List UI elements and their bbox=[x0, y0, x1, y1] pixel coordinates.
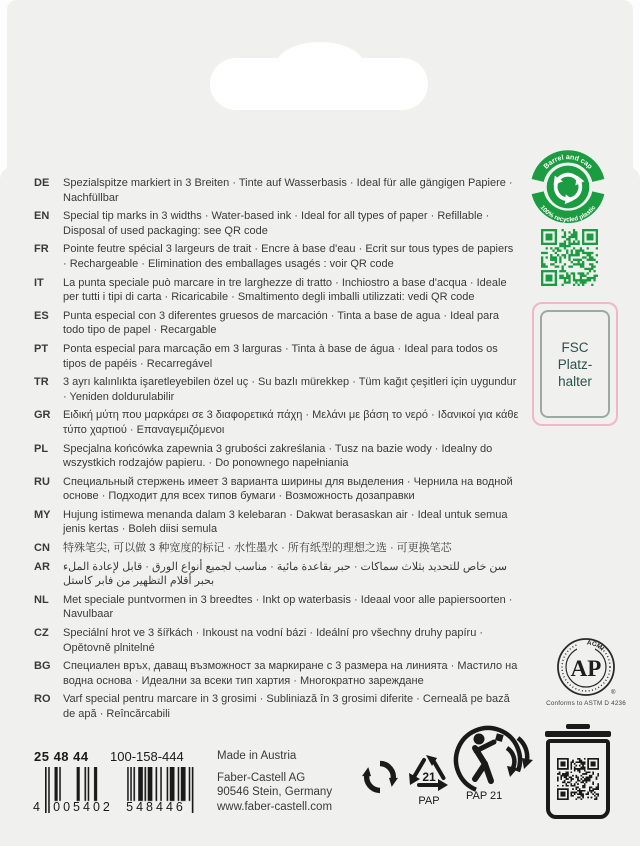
language-code: IT bbox=[34, 276, 44, 289]
language-text: سن خاص للتحديد بثلاث سماكات · حبر بقاعدة مائية · مناسب لجميع أنواع الورق · قابل لإعادة الملء بحبر أقلام التظهير من فابر كاستل bbox=[63, 560, 508, 588]
fsc-placeholder-inner bbox=[540, 310, 610, 418]
language-text: Spezialspitze markiert in 3 Breiten · Tinte auf Wasserbasis · Ideal für alle gängigen Papiere · Nachfüllbar bbox=[63, 177, 513, 204]
mobius-loop-icon bbox=[407, 752, 451, 792]
language-code: NL bbox=[34, 593, 49, 606]
language-code: DE bbox=[34, 177, 50, 189]
language-text: Special tip marks in 3 widths · Water-based ink · Ideal for all types of paper · Refillable · Disposal of used packaging: see QR code bbox=[63, 210, 490, 237]
language-code: BG bbox=[34, 660, 51, 673]
tidyman-pap21 bbox=[450, 722, 536, 812]
language-text: 3 ayrı kalınlıkta işaretleyebilen özel uç · Su bazlı mürekkep · Tüm kağıt çeşitleri için uygundur · Yeniden doldurulabilir bbox=[63, 376, 517, 403]
language-entry bbox=[34, 560, 526, 589]
language-text: Punta especial con 3 diferentes gruesos de marcación · Tinta a base de agua · Ideal para todo tipo de papel · Recargable bbox=[63, 309, 499, 337]
fsc-placeholder bbox=[532, 302, 618, 426]
language-code: RU bbox=[34, 475, 50, 488]
language-entry bbox=[34, 309, 526, 338]
language-text: Специальный стержень имеет 3 варианта ширины для выделения · Чернила на водной основе · Подходит для всех типов бумаги · Возможность дозаправки bbox=[63, 475, 513, 503]
language-entry bbox=[34, 593, 526, 622]
language-code: PL bbox=[34, 442, 49, 455]
ean-digit-first: 4 bbox=[33, 800, 40, 814]
language-text: Specjalna końcówka zapewnia 3 grubości zakreślania · Tusz na bazie wody · Idealny do wszystkich rodzajów papieru. · Do ponownego napełniania bbox=[63, 442, 493, 470]
language-text: 特殊笔尖, 可以做 3 种宽度的标记 · 水性墨水 · 所有纸型的理想之选 · 可更换笔芯 bbox=[63, 542, 452, 555]
language-entry bbox=[34, 541, 526, 556]
language-code: TR bbox=[34, 376, 49, 389]
made-in: Made in Austria bbox=[217, 750, 297, 762]
language-entry bbox=[34, 242, 526, 271]
fsc-line: halter bbox=[558, 373, 592, 389]
ap-org-text: ACMI bbox=[586, 639, 606, 653]
ean-barcode bbox=[33, 767, 199, 817]
article-number: 25 48 44 bbox=[34, 749, 89, 764]
recycled-plastic-badge-icon bbox=[527, 146, 609, 228]
ap-letters: AP bbox=[570, 656, 602, 681]
language-entry bbox=[34, 475, 526, 504]
trash-qr-icon bbox=[543, 724, 613, 820]
language-code: RO bbox=[34, 693, 51, 706]
badge-arc-bottom-text: 100% recycled plastic bbox=[538, 204, 598, 224]
ap-caption: Conforms to ASTM D 4236 bbox=[546, 700, 626, 707]
language-entry bbox=[34, 375, 526, 404]
language-code: ES bbox=[34, 309, 49, 322]
language-text: Met speciale puntvormen in 3 breedtes · Inkt op waterbasis · Ideaal voor alle papiersoorten · Navulbaar bbox=[63, 593, 513, 621]
language-code: AR bbox=[34, 560, 50, 573]
tidyman-label: PAP 21 bbox=[466, 790, 503, 802]
language-text: Ειδική μύτη που μαρκάρει σε 3 διαφορετικά πάχη · Μελάνι με βάση το νερό · Ιδανικοί για κάθε τύπο χαρτιού · Επαναγεμιζόμενοι bbox=[63, 409, 519, 436]
company-name: Faber-Castell AG bbox=[217, 771, 306, 784]
language-text: Varf special pentru marcare in 3 grosimi · Subliniază în 3 grosimi diferite · Cerneală pe bază de apă · Reîncărcabili bbox=[63, 693, 510, 720]
product-code: 100-158-444 bbox=[110, 749, 184, 764]
language-list bbox=[34, 176, 526, 726]
language-code: EN bbox=[34, 210, 50, 223]
language-text: Pointe feutre spécial 3 largeurs de trait · Encre à base d'eau · Ecrit sur tous types de papiers · Rechargeable · Elimination des emballages usagés : voir QR code bbox=[63, 243, 514, 270]
trash-handle bbox=[566, 724, 590, 729]
language-text: Ponta especial para marcação em 3 larguras · Tinta à base de água · Ideal para todos os tipos de papéis · Recarregável bbox=[63, 342, 498, 370]
qr-code-green bbox=[541, 229, 598, 286]
mobius-material-label: PAP bbox=[418, 795, 440, 807]
language-entry bbox=[34, 276, 526, 305]
badge-arc-top-text: Barrel and cap bbox=[542, 154, 594, 171]
language-entry bbox=[34, 442, 526, 471]
qr-code-black bbox=[557, 758, 599, 800]
language-entry bbox=[34, 508, 526, 537]
hang-tab bbox=[210, 58, 428, 110]
language-code: PT bbox=[34, 342, 49, 355]
language-text: Специален връх, даващ възможност за маркиране с 3 размера на линията · Мастило на водна основа · Идеални за всеки тип хартия · Многократно зареждане bbox=[63, 660, 518, 687]
language-entry bbox=[34, 342, 526, 371]
language-code: MY bbox=[34, 508, 51, 521]
language-text: Hujung istimewa menanda dalam 3 kelebaran · Dakwat berasaskan air · Ideal untuk semua jenis kertas · Boleh diisi semula bbox=[63, 508, 508, 536]
ap-registered-mark: ® bbox=[611, 690, 616, 696]
svg-text:ACMI bbox=[586, 639, 605, 652]
language-entry bbox=[34, 626, 526, 655]
language-entry bbox=[34, 659, 526, 688]
trash-lid bbox=[545, 731, 611, 737]
language-code: CN bbox=[34, 542, 50, 555]
company-website: www.faber-castell.com bbox=[217, 800, 333, 813]
fsc-line: FSC bbox=[561, 339, 589, 355]
fsc-line: Platz- bbox=[557, 356, 593, 372]
company-city: 90546 Stein, Germany bbox=[217, 786, 333, 798]
language-entry bbox=[34, 408, 526, 437]
green-dot-icon bbox=[362, 759, 398, 795]
language-entry bbox=[34, 176, 526, 205]
mobius-loop-pap21 bbox=[406, 752, 452, 807]
language-code: GR bbox=[34, 409, 51, 422]
mobius-number: 21 bbox=[422, 770, 436, 784]
ean-digits-left: 005402 bbox=[53, 800, 113, 814]
language-text: Speciální hrot ve 3 šířkách · Inkoust na vodní bázi · Ideální pro všechny druhy papíru · Opětovně plnitelné bbox=[63, 627, 484, 654]
trash-body bbox=[546, 739, 610, 819]
language-code: FR bbox=[34, 243, 49, 256]
language-code: CZ bbox=[34, 627, 49, 640]
language-entry bbox=[34, 692, 526, 721]
ean-digits-right: 548446 bbox=[126, 800, 186, 814]
ap-seal bbox=[541, 636, 631, 707]
language-text: La punta speciale può marcare in tre larghezze di tratto · Inchiostro a base d'acqua · Ideale per tutti i tipi di carta · Ricaricabile · Smaltimento degli imballi utilizzati: vedi QR code bbox=[63, 276, 507, 304]
address-block bbox=[217, 749, 332, 814]
language-entry bbox=[34, 209, 526, 238]
ap-seal-icon bbox=[555, 636, 617, 698]
